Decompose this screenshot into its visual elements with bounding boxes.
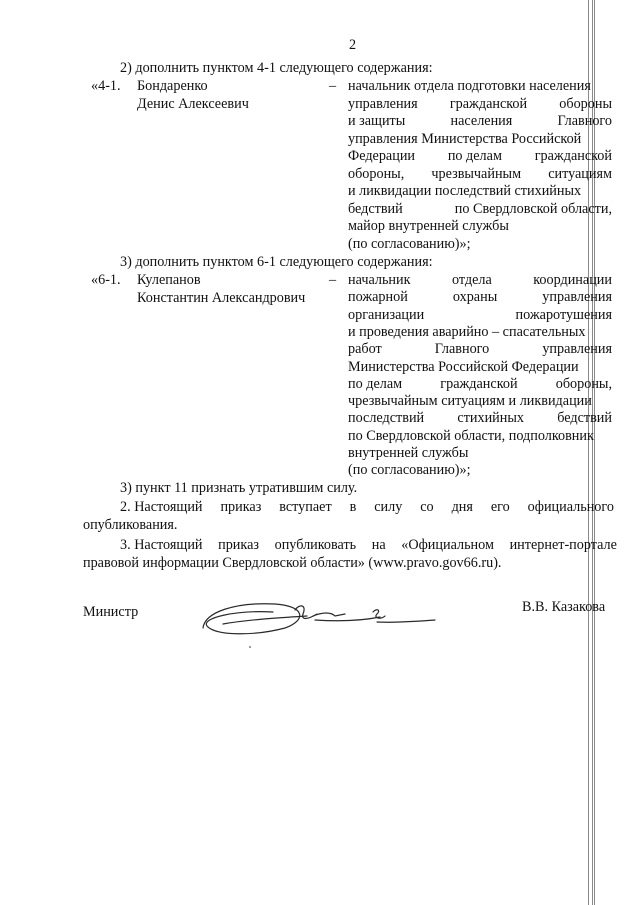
- position-line: [348, 78, 591, 96]
- position-word: управления Министерства Российской: [348, 130, 582, 147]
- position-word: населения: [450, 113, 513, 129]
- position-word: и проведения аварийно – спасательных: [348, 323, 586, 340]
- paragraph-word: его: [490, 499, 510, 515]
- position-word: по делам: [348, 375, 403, 392]
- position-word: стихийных: [457, 410, 524, 427]
- paragraph-3-line-2: правовой информации Свердловской области» (www.pravo.gov66.ru).: [83, 555, 502, 571]
- page-number: 2: [349, 37, 357, 53]
- item3-intro: 3) дополнить пунктом 6-1 следующего содержания:: [120, 254, 433, 270]
- signature-title: Министр: [83, 604, 139, 620]
- position-line: [348, 96, 612, 114]
- position-word: майор внутренней службы: [348, 218, 509, 234]
- person-surname: Кулепанов: [137, 272, 201, 288]
- paragraph-word: 3. Настоящий: [120, 537, 203, 553]
- position-line: [348, 393, 592, 411]
- position-line: [348, 324, 586, 342]
- position-word: (по согласованию)»;: [348, 462, 471, 479]
- position-line: [348, 166, 612, 184]
- paragraph-word: в: [349, 499, 357, 515]
- position-word: управления: [348, 95, 418, 112]
- person-given-names: Константин Александрович: [137, 290, 306, 306]
- entry-dash: –: [329, 272, 337, 288]
- position-line: [348, 428, 594, 446]
- position-word: начальник отдела подготовки населения: [348, 78, 591, 94]
- position-line: [348, 131, 581, 149]
- position-word: Федерации: [348, 148, 416, 164]
- paragraph-word: 2. Настоящий: [120, 499, 203, 515]
- position-word: пожарной: [348, 289, 408, 306]
- position-word: управления: [542, 341, 612, 358]
- position-word: бедствий: [348, 200, 403, 217]
- position-word: начальник: [348, 272, 411, 288]
- item2-intro: 2) дополнить пунктом 4-1 следующего содержания:: [120, 60, 433, 76]
- position-word: и защиты: [348, 113, 406, 129]
- position-word: организации: [348, 306, 425, 323]
- paragraph-2-line-2: опубликования.: [83, 517, 178, 533]
- position-word: чрезвычайным: [431, 165, 522, 182]
- position-line: [348, 272, 612, 290]
- paragraph-word: интернет-портале: [509, 537, 617, 553]
- handwritten-signature: [195, 590, 445, 652]
- position-line: [348, 359, 579, 377]
- paragraph-word: на: [371, 537, 386, 553]
- position-word: внутренней службы: [348, 445, 469, 461]
- paragraph-word: приказ: [218, 537, 259, 553]
- position-word: Главного: [557, 113, 612, 129]
- position-word: координации: [533, 272, 612, 288]
- position-word: бедствий: [557, 410, 612, 427]
- entry-number: «4-1.: [91, 78, 121, 94]
- position-word: обороны,: [555, 375, 612, 392]
- position-word: работ: [348, 341, 382, 358]
- position-line: [348, 218, 509, 236]
- paragraph-word: «Официальном: [401, 537, 494, 553]
- position-word: ситуациям: [548, 165, 612, 182]
- paragraph-word: опубликовать: [274, 537, 357, 553]
- position-line: [348, 410, 612, 428]
- position-word: обороны,: [348, 165, 405, 182]
- person-surname: Бондаренко: [137, 78, 208, 94]
- scan-margin-line: [594, 0, 595, 905]
- position-line: [348, 236, 471, 254]
- position-line: [348, 113, 612, 131]
- position-word: по Свердловской области,: [454, 200, 612, 217]
- position-word: Министерства Российской Федерации: [348, 358, 579, 375]
- paragraph-2-line-1: [120, 499, 614, 517]
- entry-dash: –: [329, 78, 337, 94]
- position-line: [348, 289, 612, 307]
- paragraph-word: официального: [527, 499, 614, 515]
- position-line: [348, 462, 471, 480]
- position-line: [348, 341, 612, 359]
- scan-margin-line: [592, 0, 593, 905]
- position-line: [348, 148, 612, 166]
- signature-name: В.В. Казакова: [522, 599, 606, 615]
- paragraph-word: вступает: [279, 499, 332, 515]
- position-word: охраны: [452, 289, 498, 306]
- position-line: [348, 307, 612, 325]
- paragraph-word: дня: [451, 499, 473, 515]
- position-line: [348, 183, 581, 201]
- position-word: пожаротушения: [515, 306, 612, 323]
- position-word: по Свердловской области, подполковник: [348, 427, 594, 444]
- paragraph-word: силу: [374, 499, 403, 515]
- position-word: управления: [542, 289, 612, 306]
- position-word: по делам: [447, 148, 502, 164]
- scan-margin-line: [588, 0, 589, 905]
- position-line: [348, 201, 612, 219]
- position-line: [348, 445, 468, 463]
- position-word: и ликвидации последствий стихийных: [348, 183, 582, 199]
- position-word: чрезвычайным ситуациям и ликвидации: [348, 393, 592, 410]
- position-word: последствий: [348, 410, 425, 427]
- paragraph-word: приказ: [220, 499, 262, 515]
- position-word: гражданской: [440, 375, 518, 392]
- position-word: гражданской: [534, 148, 612, 164]
- position-word: отдела: [451, 272, 492, 288]
- item3-repeal: 3) пункт 11 признать утратившим силу.: [120, 480, 358, 496]
- position-word: Главного: [434, 341, 490, 358]
- paragraph-word: со: [420, 499, 434, 515]
- position-word: (по согласованию)»;: [348, 235, 471, 252]
- position-word: обороны: [559, 95, 612, 112]
- position-word: гражданской: [449, 95, 528, 112]
- person-given-names: Денис Алексеевич: [137, 96, 249, 112]
- position-line: [348, 376, 612, 394]
- entry-number: «6-1.: [91, 272, 121, 288]
- paragraph-3-line-1: [120, 537, 617, 555]
